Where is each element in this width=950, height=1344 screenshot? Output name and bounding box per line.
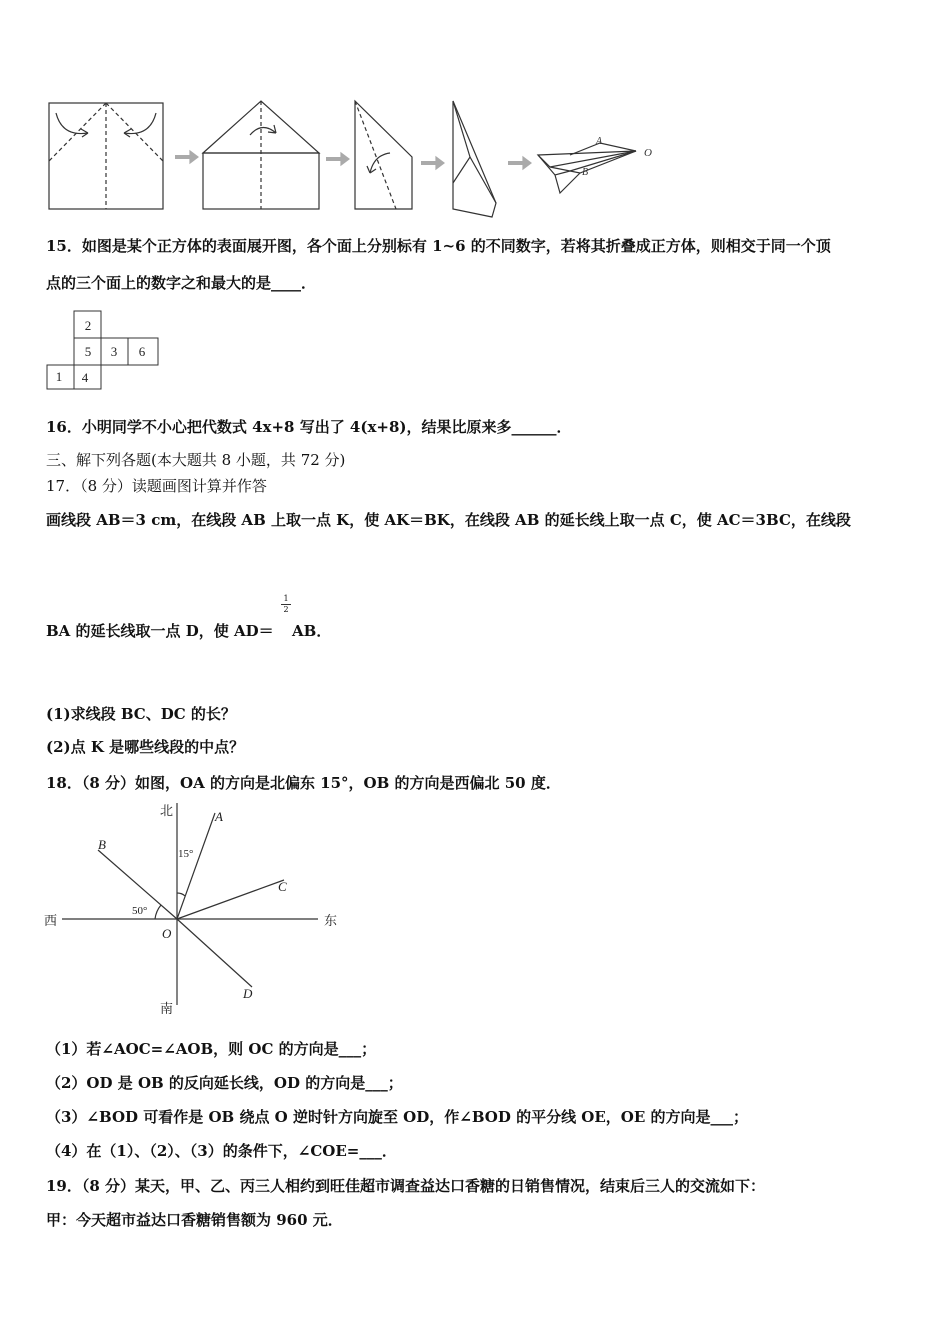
q17-line2-end: AB． <box>292 622 332 640</box>
section3-title: 三、解下列各题(本大题共 8 小题，共 72 分) <box>46 451 346 469</box>
paper-plane-folding-figure <box>40 95 680 220</box>
angle-50-label: 50° <box>132 905 148 917</box>
q17-sub2: (2)点 K 是哪些线段的中点？ <box>46 738 245 756</box>
q17-heading: 17．（8 分）读题画图计算并作答 <box>46 477 267 495</box>
q16-text: 16．小明同学不小心把代数式 4x+8 写出了 4(x+8)，结果比原来多______． <box>46 418 572 436</box>
q17-sub1: (1)求线段 BC、DC 的长？ <box>46 705 236 723</box>
angle-15-label: 15° <box>178 848 194 860</box>
label-north: 北 <box>160 803 174 818</box>
label-o: O <box>162 926 172 941</box>
q19-line1: 甲：今天超市益达口香糖销售额为 960 元． <box>46 1211 343 1229</box>
q18-sub2: （2）OD 是 OB 的反向延长线，OD 的方向是___； <box>46 1074 403 1092</box>
q17-line2: BA 的延长线取一点 D，使 AD＝ <box>46 622 274 640</box>
q17-line1: 画线段 AB＝3 cm，在线段 AB 上取一点 K，使 AK＝BK，在线段 AB 的延长线上取一点 C，使 AC＝3BC，在线段 <box>46 511 851 529</box>
direction-figure <box>40 795 350 1020</box>
net-cell-3: 3 <box>110 344 118 359</box>
fraction <box>281 594 291 615</box>
net-cell-5: 5 <box>84 344 92 359</box>
label-d: D <box>243 986 253 1001</box>
label-a: A <box>215 809 223 824</box>
net-cell-1: 1 <box>55 369 63 384</box>
q15-line1: 15．如图是某个正方体的表面展开图，各个面上分别标有 1~6 的不同数字，若将其折叠成正方体，则相交于同一个顶 <box>46 237 831 255</box>
q19-heading: 19．（8 分）某天，甲、乙、丙三人相约到旺佳超市调查益达口香糖的日销售情况，结束后三人的交流如下： <box>46 1177 766 1195</box>
q18-sub3: （3）∠BOD 可看作是 OB 绕点 O 逆时针方向旋至 OD，作∠BOD 的平分线 OE，OE 的方向是___； <box>46 1108 749 1126</box>
label-b: B <box>98 837 106 852</box>
q18-sub1: （1）若∠AOC=∠AOB，则 OC 的方向是___； <box>46 1040 377 1058</box>
label-south: 南 <box>160 1001 174 1016</box>
label-east: 东 <box>324 913 338 928</box>
q18-sub4: （4）在（1）、（2）、（3）的条件下，∠COE=___． <box>46 1142 397 1160</box>
plane-label-o: O <box>644 147 652 159</box>
net-cell-2: 2 <box>84 318 92 333</box>
plane-label-b: B <box>582 167 589 178</box>
label-c: C <box>278 879 287 894</box>
plane-label-a: A <box>596 136 603 147</box>
label-west: 西 <box>44 913 58 928</box>
fraction-numerator: 1 <box>283 594 289 603</box>
cube-net-figure <box>44 308 164 392</box>
q15-line2: 点的三个面上的数字之和最大的是____． <box>46 274 317 292</box>
net-cell-4: 4 <box>81 370 89 385</box>
q18-heading: 18．（8 分）如图，OA 的方向是北偏东 15°，OB 的方向是西偏北 50 度． <box>46 774 561 792</box>
net-cell-6: 6 <box>138 344 146 359</box>
fraction-denominator: 2 <box>281 604 291 615</box>
